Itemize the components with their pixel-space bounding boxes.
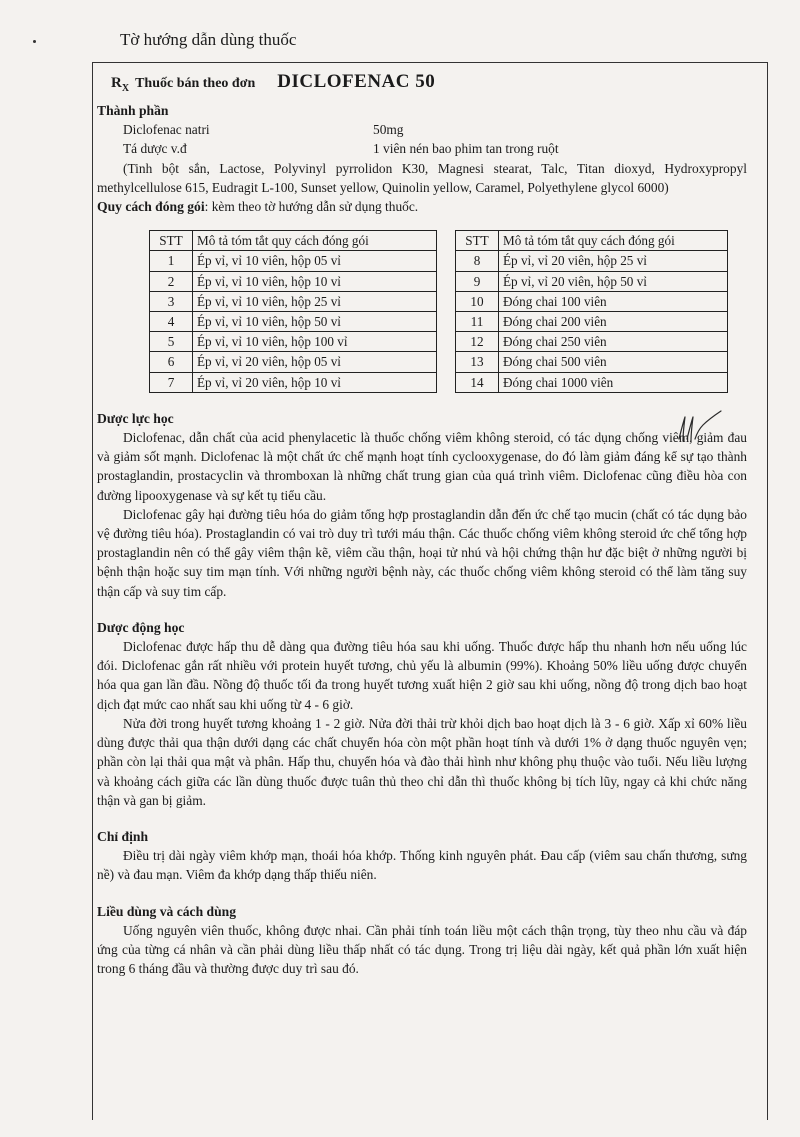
row-stt: 14	[456, 372, 499, 392]
row-stt: 13	[456, 352, 499, 372]
row-description: Ép vỉ, vỉ 10 viên, hộp 100 vỉ	[193, 332, 437, 352]
row-stt: 5	[150, 332, 193, 352]
column-header-stt: STT	[456, 231, 499, 251]
row-stt: 6	[150, 352, 193, 372]
row-description: Ép vỉ, vỉ 20 viên, hộp 10 vỉ	[193, 372, 437, 392]
row-description: Ép vỉ, vỉ 10 viên, hộp 50 vỉ	[193, 312, 437, 332]
pharmacodynamics-section	[97, 409, 747, 601]
row-stt: 10	[456, 291, 499, 311]
leaflet-frame	[92, 62, 768, 1120]
packaging-table-left	[149, 230, 437, 393]
active-ingredient-amount: 50mg	[373, 122, 404, 138]
column-header-stt: STT	[150, 231, 193, 251]
table-row	[456, 372, 728, 392]
table-row	[150, 372, 437, 392]
row-stt: 7	[150, 372, 193, 392]
table-row	[150, 271, 437, 291]
row-description: Đóng chai 100 viên	[499, 291, 728, 311]
rx-symbol: $R_X$	[111, 75, 130, 94]
table-row	[150, 251, 437, 271]
prescription-label: Thuốc bán theo đơn	[135, 76, 256, 91]
row-description: Ép vỉ, vỉ 20 viên, hộp 25 vỉ	[499, 251, 728, 271]
dosage-title: Liều dùng và cách dùng	[97, 903, 237, 919]
row-description: Đóng chai 250 viên	[499, 332, 728, 352]
active-ingredient-name: Diclofenac natri	[123, 122, 210, 138]
pharmacodynamics-paragraph-1: Diclofenac, dẫn chất của acid phenylacetic là thuốc chống viêm không steroid, có tác dụng chống viêm, giảm đau và giảm sốt mạnh. Diclofenac là một chất ức chế mạnh hoạt tính cyclooxygenase, do đó làm giảm đáng kể sự tạo thành prostaglandin, prostacyclin và thromboxan là những chất trung gian của quá trình viêm. Diclofenac cũng điều hòa con đường lipooxygenase và sự kết tụ tiểu cầu.	[97, 430, 747, 503]
table-header-row	[456, 231, 728, 251]
page-title: Tờ hướng dẫn dùng thuốc	[120, 30, 297, 49]
excipient-row	[97, 139, 747, 158]
table-row	[150, 312, 437, 332]
drug-name: DICLOFENAC 50	[277, 71, 436, 92]
handwritten-signature	[675, 409, 725, 449]
row-description: Ép vỉ, vỉ 10 viên, hộp 05 vỉ	[193, 251, 437, 271]
table-header-row	[150, 231, 437, 251]
column-header-description: Mô tả tóm tắt quy cách đóng gói	[193, 231, 437, 251]
row-stt: 1	[150, 251, 193, 271]
pharmacokinetics-title: Dược động học	[97, 619, 185, 635]
composition-section	[97, 101, 747, 216]
row-stt: 4	[150, 312, 193, 332]
packaging-text: : kèm theo tờ hướng dẫn sử dụng thuốc.	[204, 199, 419, 215]
leaflet-content	[97, 101, 747, 978]
packaging-tables	[149, 230, 747, 393]
composition-title: Thành phần	[97, 103, 169, 118]
row-description: Đóng chai 1000 viên	[499, 372, 728, 392]
table-row	[456, 271, 728, 291]
excipient-value: 1 viên nén bao phim tan trong ruột	[373, 141, 559, 157]
indications-title: Chỉ định	[97, 828, 149, 844]
excipient-list: (Tinh bột sắn, Lactose, Polyvinyl pyrrolidon K30, Magnesi stearat, Talc, Titan dioxyd, Hydroxypropyl methylcellulose 615, Eudragit L-100, Sunset yellow, Quinolin yellow, Caramel, Polyethylene glycol 6000)	[97, 160, 747, 195]
table-row	[456, 352, 728, 372]
table-row	[150, 291, 437, 311]
pharmacodynamics-title: Dược lực học	[97, 410, 174, 426]
pharmacodynamics-paragraph-2: Diclofenac gây hại đường tiêu hóa do giảm tổng hợp prostaglandin dẫn đến ức chế tạo mucin (chất có tác dụng bảo vệ đường tiêu hóa). Prostaglandin có vai trò duy trì tưới máu thận. Các thuốc chống viêm không steroid ức chế tổng hợp prostaglandin nên có thể gây viêm thận kẽ, viêm cầu thận, hoại tử nhú và hội chứng thận hư đặc biệt ở những người bị bệnh thận hoặc suy tim mạn tính. Với những người bệnh này, các thuốc chống viêm không steroid có thể làm tăng suy thận cấp và suy tim cấp.	[97, 506, 747, 599]
table-row	[456, 291, 728, 311]
packaging-line	[97, 197, 747, 216]
row-stt: 8	[456, 251, 499, 271]
table-row	[456, 332, 728, 352]
table-row	[150, 352, 437, 372]
indications-paragraph: Điều trị dài ngày viêm khớp mạn, thoái hóa khớp. Thống kinh nguyên phát. Đau cấp (viêm sau chấn thương, sưng nề) và đau mạn. Viêm đa khớp dạng thấp thiếu niên.	[97, 848, 747, 883]
excipient-label: Tá dược v.đ	[123, 141, 187, 157]
row-description: Ép vỉ, vỉ 10 viên, hộp 25 vỉ	[193, 291, 437, 311]
dosage-section	[97, 902, 747, 979]
row-stt: 9	[456, 271, 499, 291]
row-stt: 12	[456, 332, 499, 352]
row-stt: 2	[150, 271, 193, 291]
row-description: Ép vỉ, vỉ 20 viên, hộp 50 vỉ	[499, 271, 728, 291]
packaging-table-right	[455, 230, 728, 393]
table-row	[456, 251, 728, 271]
packaging-title: Quy cách đóng gói	[97, 199, 205, 215]
table-row	[456, 312, 728, 332]
row-description: Ép vỉ, vỉ 10 viên, hộp 10 vỉ	[193, 271, 437, 291]
row-description: Đóng chai 500 viên	[499, 352, 728, 372]
indications-section	[97, 827, 747, 885]
table-row	[150, 332, 437, 352]
column-header-description: Mô tả tóm tắt quy cách đóng gói	[499, 231, 728, 251]
active-ingredient-row	[97, 120, 747, 139]
dosage-paragraph: Uống nguyên viên thuốc, không được nhai. Cần phải tính toán liều một cách thận trọng, tùy theo nhu cầu và đáp ứng của từng cá nhân và cần phải dùng liều thấp nhất có tác dụng. Trong trị liệu dài ngày, kết quả phần lớn xuất hiện trong 6 tháng đầu và thường được duy trì sau đó.	[97, 922, 747, 977]
pharmacokinetics-paragraph-1: Diclofenac được hấp thu dễ dàng qua đường tiêu hóa sau khi uống. Thuốc được hấp thu nhanh hơn nếu uống lúc đói. Diclofenac gắn rất nhiều với protein huyết tương, chủ yếu là albumin (99%). Khoảng 50% liều uống được chuyển hóa qua gan lần đầu. Nồng độ thuốc tối đa trong huyết tương xuất hiện 2 giờ sau khi uống, nồng độ trong dịch bao hoạt dịch đạt mức cao nhất sau khi uống từ 4 - 6 giờ.	[97, 639, 747, 712]
row-stt: 3	[150, 291, 193, 311]
row-stt: 11	[456, 312, 499, 332]
leaflet-header	[111, 71, 435, 94]
row-description: Đóng chai 200 viên	[499, 312, 728, 332]
scan-speck	[33, 40, 36, 43]
row-description: Ép vỉ, vỉ 20 viên, hộp 05 vỉ	[193, 352, 437, 372]
pharmacokinetics-section	[97, 618, 747, 810]
pharmacokinetics-paragraph-2: Nửa đời trong huyết tương khoảng 1 - 2 giờ. Nửa đời thải trừ khỏi dịch bao hoạt dịch là 3 - 6 giờ. Xấp xỉ 60% liều dùng được thải qua thận dưới dạng các chất chuyển hóa còn một phần hoạt tính và dưới 1% ở dạng thuốc nguyên vẹn; phần còn lại thải qua mật và phân. Hấp thu, chuyển hóa và đào thải hình như không phụ thuộc vào tuổi. Nếu liều lượng và khoảng cách giữa các lần dùng thuốc được tuân thủ theo chỉ dẫn thì thuốc không bị tích lũy, ngay cả khi chức năng thận và gan bị giảm.	[97, 715, 747, 808]
